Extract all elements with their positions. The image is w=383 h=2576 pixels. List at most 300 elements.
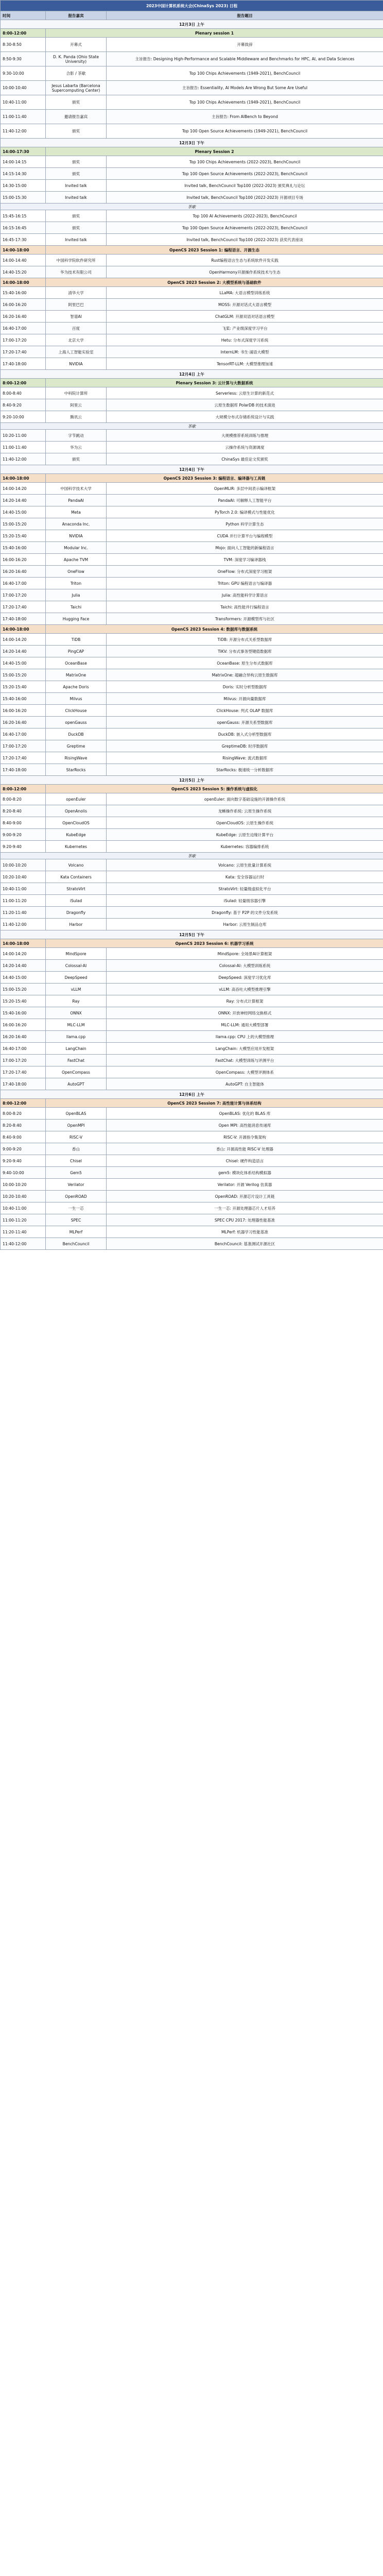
session-title: Plenary Session 3: 云计算与大数据系统 xyxy=(46,379,383,387)
talk-topic: OpenCompass: 大模型评测体系 xyxy=(107,1066,383,1078)
talk-row xyxy=(1,578,383,589)
talk-time: 17:00-17:20 xyxy=(1,1055,46,1066)
talk-topic: vLLM: 高吞吐大模型推理引擎 xyxy=(107,984,383,995)
talk-topic: RisingWave: 流式数据库 xyxy=(107,752,383,764)
talk-time: 17:20-17:40 xyxy=(1,752,46,764)
talk-row xyxy=(1,518,383,530)
talk-time: 15:40-16:00 xyxy=(1,693,46,705)
talk-speaker: MLC-LLM xyxy=(46,1019,107,1031)
talk-speaker: openGauss xyxy=(46,717,107,728)
talk-row xyxy=(1,793,383,805)
talk-time: 14:20-14:40 xyxy=(1,495,46,506)
talk-time: 11:00-11:40 xyxy=(1,110,46,124)
day-row xyxy=(1,20,383,29)
talk-speaker: OceanBase xyxy=(46,657,107,669)
talk-speaker: Dragonfly xyxy=(46,907,107,919)
schedule-body xyxy=(1,1,383,1250)
talk-time: 8:40-9:00 xyxy=(1,1131,46,1143)
talk-row xyxy=(1,530,383,542)
talk-time: 16:00-16:20 xyxy=(1,299,46,311)
session-time: 8:00-12:00 xyxy=(1,785,46,793)
talk-row xyxy=(1,657,383,669)
talk-row xyxy=(1,883,383,895)
talk-topic: 大规模推荐系统训练与推理 xyxy=(107,430,383,442)
talk-time: 17:40-18:00 xyxy=(1,358,46,370)
talk-speaker: LangChain xyxy=(46,1043,107,1055)
talk-speaker: ClickHouse xyxy=(46,705,107,717)
talk-topic: Invited talk, BenchCouncil Top100 (2022-2023) 获奖代表座谈 xyxy=(107,234,383,246)
talk-speaker: Taichi xyxy=(46,601,107,613)
talk-row xyxy=(1,387,383,399)
talk-row xyxy=(1,495,383,506)
day-row xyxy=(1,776,383,785)
talk-time: 11:40-12:00 xyxy=(1,1238,46,1250)
talk-time: 17:20-17:40 xyxy=(1,1066,46,1078)
talk-topic: PandaAI: 可解释人工智能平台 xyxy=(107,495,383,506)
session-title: OpenCS 2023 Session 3: 编程语言、编译器与工具链 xyxy=(46,474,383,483)
talk-time: 17:00-17:20 xyxy=(1,740,46,752)
talk-row xyxy=(1,346,383,358)
talk-speaker: StarRocks xyxy=(46,764,107,776)
talk-speaker: 华为云 xyxy=(46,442,107,453)
talk-row xyxy=(1,399,383,411)
talk-topic: Top 100 Chips Achievements (1949-2021), BenchCouncil xyxy=(107,95,383,110)
talk-topic: Ray: 分布式计算框架 xyxy=(107,995,383,1007)
talk-row xyxy=(1,669,383,681)
talk-speaker: 合影 / 茶歇 xyxy=(46,66,107,81)
talk-topic: RISC-V: 开源指令集架构 xyxy=(107,1131,383,1143)
talk-topic: ONNX: 开放神经网络交换格式 xyxy=(107,1007,383,1019)
session-row xyxy=(1,1099,383,1108)
talk-row xyxy=(1,1155,383,1167)
talk-row xyxy=(1,311,383,323)
talk-speaker: Modular Inc. xyxy=(46,542,107,554)
talk-time: 15:00-15:20 xyxy=(1,984,46,995)
talk-topic: Hetu: 分布式深度学习系统 xyxy=(107,334,383,346)
talk-speaker: Invited talk xyxy=(46,192,107,204)
talk-time: 16:40-17:00 xyxy=(1,728,46,740)
talk-time: 10:20-10:40 xyxy=(1,871,46,883)
talk-topic: BenchCouncil: 基准测试开源社区 xyxy=(107,1238,383,1250)
talk-topic: DeepSpeed: 深度学习优化库 xyxy=(107,972,383,984)
talk-speaker: 颁奖 xyxy=(46,156,107,168)
break-row xyxy=(1,204,383,210)
talk-row xyxy=(1,411,383,423)
talk-time: 10:20-11:00 xyxy=(1,430,46,442)
talk-row xyxy=(1,323,383,334)
talk-speaker: vLLM xyxy=(46,984,107,995)
talk-time: 14:00-14:20 xyxy=(1,634,46,646)
talk-time: 16:00-16:20 xyxy=(1,554,46,566)
talk-row xyxy=(1,234,383,246)
talk-time: 11:00-11:20 xyxy=(1,895,46,907)
talk-speaker: Milvus xyxy=(46,693,107,705)
talk-topic: Rust编程语言生态与系统软件开发实践 xyxy=(107,255,383,266)
talk-row xyxy=(1,483,383,495)
talk-topic: 飞桨: 产业级深度学习平台 xyxy=(107,323,383,334)
talk-time: 16:40-17:00 xyxy=(1,578,46,589)
day-row xyxy=(1,370,383,379)
talk-speaker: DeepSpeed xyxy=(46,972,107,984)
talk-topic: 主旨报告: Designing High-Performance and Scalable Middleware and Benchmarks for HPC, AI, and Data Sciences xyxy=(107,52,383,66)
talk-time: 10:00-10:20 xyxy=(1,1179,46,1191)
day-row xyxy=(1,139,383,147)
talk-row xyxy=(1,984,383,995)
talk-topic: 龙蜥操作系统: 云原生操作系统 xyxy=(107,805,383,817)
talk-topic: TiKV: 分布式事务型键值数据库 xyxy=(107,646,383,657)
talk-time: 11:00-11:40 xyxy=(1,442,46,453)
talk-time: 17:40-18:00 xyxy=(1,764,46,776)
talk-row xyxy=(1,1066,383,1078)
talk-topic: LLaMA: 大语言模型训练系统 xyxy=(107,287,383,299)
header-speaker: 报告嘉宾 xyxy=(46,11,107,20)
session-time: 8:00-12:00 xyxy=(1,379,46,387)
session-time: 14:00-18:00 xyxy=(1,625,46,634)
talk-speaker: 颁奖 xyxy=(46,95,107,110)
talk-time: 14:15-14:30 xyxy=(1,168,46,180)
talk-speaker: FastChat xyxy=(46,1055,107,1066)
talk-time: 8:30-8:50 xyxy=(1,38,46,52)
talk-topic: Kata: 安全容器运行时 xyxy=(107,871,383,883)
talk-row xyxy=(1,1143,383,1155)
talk-row xyxy=(1,430,383,442)
talk-speaker: 颁奖 xyxy=(46,124,107,139)
talk-topic: Top 100 AI Achievements (2022-2023), BenchCouncil xyxy=(107,210,383,222)
talk-row xyxy=(1,1108,383,1120)
talk-speaker: 清华大学 xyxy=(46,287,107,299)
talk-speaker: Greptime xyxy=(46,740,107,752)
day-label: 12月4日 上午 xyxy=(1,370,383,379)
schedule-table xyxy=(0,0,383,1250)
talk-topic: MLC-LLM: 通用大模型部署 xyxy=(107,1019,383,1031)
talk-topic: Harbor: 云原生制品仓库 xyxy=(107,919,383,930)
talk-time: 14:30-15:00 xyxy=(1,180,46,192)
talk-row xyxy=(1,871,383,883)
talk-speaker: DuckDB xyxy=(46,728,107,740)
talk-speaker: RISC-V xyxy=(46,1131,107,1143)
talk-topic: ChatGLM: 开源双语对话语言模型 xyxy=(107,311,383,323)
talk-time: 14:20-14:40 xyxy=(1,646,46,657)
talk-time: 14:20-14:40 xyxy=(1,960,46,972)
talk-time: 11:40-12:00 xyxy=(1,453,46,465)
talk-topic: llama.cpp: CPU 上的大模型推理 xyxy=(107,1031,383,1043)
talk-row xyxy=(1,646,383,657)
talk-topic: Doris: 实时分析型数据库 xyxy=(107,681,383,693)
talk-speaker: llama.cpp xyxy=(46,1031,107,1043)
talk-time: 16:20-16:40 xyxy=(1,717,46,728)
talk-row xyxy=(1,1043,383,1055)
talk-row xyxy=(1,566,383,578)
talk-speaker: Jesus Labarta (Barcelona Supercomputing Center) xyxy=(46,81,107,95)
talk-row xyxy=(1,1031,383,1043)
day-label: 12月3日 下午 xyxy=(1,139,383,147)
talk-topic: Top 100 Chips Achievements (2022-2023), BenchCouncil xyxy=(107,156,383,168)
talk-time: 14:00-14:20 xyxy=(1,483,46,495)
talk-time: 9:00-9:20 xyxy=(1,1143,46,1155)
talk-speaker: MindSpore xyxy=(46,948,107,960)
session-row xyxy=(1,785,383,793)
session-title: OpenCS 2023 Session 2: 大模型系统与基础软件 xyxy=(46,278,383,287)
session-row xyxy=(1,379,383,387)
talk-topic: GreptimeDB: 时序数据库 xyxy=(107,740,383,752)
session-row xyxy=(1,939,383,948)
talk-row xyxy=(1,110,383,124)
talk-speaker: 上海人工智能实验室 xyxy=(46,346,107,358)
talk-topic: Top 100 Open Source Achievements (2022-2023), BenchCouncil xyxy=(107,222,383,234)
talk-time: 10:00-10:20 xyxy=(1,859,46,871)
session-row xyxy=(1,625,383,634)
talk-row xyxy=(1,66,383,81)
break-label: 茶歇 xyxy=(1,853,383,859)
talk-time: 14:40-15:00 xyxy=(1,972,46,984)
page-title: 2023中国计算机系统大会(ChinaSys 2023) 日程 xyxy=(1,1,383,11)
talk-row xyxy=(1,995,383,1007)
talk-topic: TVM: 深度学习编译器栈 xyxy=(107,554,383,566)
talk-speaker: RisingWave xyxy=(46,752,107,764)
session-title: Plenary session 1 xyxy=(46,29,383,38)
talk-topic: Open MPI: 高性能消息传递库 xyxy=(107,1120,383,1131)
talk-topic: 主旨报告: Essentiality, AI Models Are Wrong But Some Are Useful xyxy=(107,81,383,95)
talk-row xyxy=(1,255,383,266)
day-label: 12月5日 下午 xyxy=(1,930,383,939)
talk-time: 15:40-16:00 xyxy=(1,287,46,299)
talk-speaker: 一生一芯 xyxy=(46,1202,107,1214)
talk-topic: 一生一芯: 开源处理器芯片人才培养 xyxy=(107,1202,383,1214)
header-topic: 报告题目 xyxy=(107,11,383,20)
talk-speaker: D. K. Panda (Ohio State University) xyxy=(46,52,107,66)
talk-row xyxy=(1,180,383,192)
talk-time: 8:40-9:00 xyxy=(1,817,46,829)
talk-speaker: BenchCouncil xyxy=(46,1238,107,1250)
session-title: OpenCS 2023 Session 7: 高性能计算与体系结构 xyxy=(46,1099,383,1108)
break-label: 茶歇 xyxy=(1,423,383,430)
talk-speaker: 中国科学院软件研究所 xyxy=(46,255,107,266)
talk-topic: openEuler: 面向数字基础设施的开源操作系统 xyxy=(107,793,383,805)
talk-time: 16:45-17:30 xyxy=(1,234,46,246)
day-label: 12月6日 上午 xyxy=(1,1090,383,1099)
talk-speaker: TiDB xyxy=(46,634,107,646)
talk-topic: OpenROAD: 开源芯片设计工具链 xyxy=(107,1191,383,1202)
talk-topic: Verilator: 开源 Verilog 仿真器 xyxy=(107,1179,383,1191)
talk-speaker: 颁奖 xyxy=(46,210,107,222)
talk-topic: Serverless: 云原生计算的新范式 xyxy=(107,387,383,399)
talk-row xyxy=(1,1226,383,1238)
talk-row xyxy=(1,299,383,311)
talk-speaker: Gem5 xyxy=(46,1167,107,1179)
session-title: Plenary Session 2 xyxy=(46,147,383,156)
talk-row xyxy=(1,805,383,817)
talk-speaker: Verilator xyxy=(46,1179,107,1191)
talk-row xyxy=(1,705,383,717)
talk-speaker: PandaAI xyxy=(46,495,107,506)
talk-speaker: iSulad xyxy=(46,895,107,907)
talk-time: 11:40-12:00 xyxy=(1,124,46,139)
talk-speaker: MLPerf xyxy=(46,1226,107,1238)
talk-row xyxy=(1,1120,383,1131)
talk-speaker: NVIDIA xyxy=(46,358,107,370)
talk-time: 17:40-18:00 xyxy=(1,1078,46,1090)
talk-topic: Volcano: 云原生批量计算系统 xyxy=(107,859,383,871)
talk-time: 16:40-17:00 xyxy=(1,323,46,334)
talk-topic: KubeEdge: 云原生边缘计算平台 xyxy=(107,829,383,841)
talk-row xyxy=(1,168,383,180)
talk-topic: Taichi: 高性能并行编程语言 xyxy=(107,601,383,613)
day-row xyxy=(1,930,383,939)
talk-row xyxy=(1,1214,383,1226)
session-time: 14:00-18:00 xyxy=(1,474,46,483)
talk-speaker: AutoGPT xyxy=(46,1078,107,1090)
talk-time: 8:50-9:30 xyxy=(1,52,46,66)
talk-topic: 香山: 开源高性能 RISC-V 处理器 xyxy=(107,1143,383,1155)
talk-topic: StarRocks: 极速统一分析数据库 xyxy=(107,764,383,776)
talk-topic: AutoGPT: 自主智能体 xyxy=(107,1078,383,1090)
talk-speaker: ONNX xyxy=(46,1007,107,1019)
title-row xyxy=(1,1,383,11)
talk-row xyxy=(1,1179,383,1191)
talk-speaker: 中国科学技术大学 xyxy=(46,483,107,495)
talk-topic: MatrixOne: 超融合异构云原生数据库 xyxy=(107,669,383,681)
talk-speaker: Anaconda Inc. xyxy=(46,518,107,530)
talk-topic: Top 100 Open Source Achievements (1949-2021), BenchCouncil xyxy=(107,124,383,139)
talk-speaker: Chisel xyxy=(46,1155,107,1167)
talk-speaker: Colossal-AI xyxy=(46,960,107,972)
talk-topic: FastChat: 大模型训练与评测平台 xyxy=(107,1055,383,1066)
talk-speaker: Volcano xyxy=(46,859,107,871)
talk-speaker: 字节跳动 xyxy=(46,430,107,442)
talk-topic: MindSpore: 全场景AI计算框架 xyxy=(107,948,383,960)
day-label: 12月3日 上午 xyxy=(1,20,383,29)
talk-topic: SPEC CPU 2017: 处理器性能基准 xyxy=(107,1214,383,1226)
talk-topic: DuckDB: 嵌入式分析型数据库 xyxy=(107,728,383,740)
talk-row xyxy=(1,542,383,554)
talk-topic: OceanBase: 原生分布式数据库 xyxy=(107,657,383,669)
talk-row xyxy=(1,829,383,841)
talk-row xyxy=(1,907,383,919)
talk-row xyxy=(1,506,383,518)
talk-time: 16:20-16:40 xyxy=(1,311,46,323)
talk-topic: Top 100 Open Source Achievements (2022-2023), BenchCouncil xyxy=(107,168,383,180)
talk-row xyxy=(1,1131,383,1143)
talk-row xyxy=(1,764,383,776)
talk-row xyxy=(1,634,383,646)
talk-time: 15:20-15:40 xyxy=(1,681,46,693)
talk-topic: iSulad: 轻量级容器引擎 xyxy=(107,895,383,907)
talk-topic: Julia: 高性能科学计算语言 xyxy=(107,589,383,601)
talk-time: 10:40-11:00 xyxy=(1,95,46,110)
talk-speaker: openEuler xyxy=(46,793,107,805)
talk-speaker: Ray xyxy=(46,995,107,1007)
talk-topic: TensorRT-LLM: 大模型推理加速 xyxy=(107,358,383,370)
day-label: 12月5日 上午 xyxy=(1,776,383,785)
talk-time: 16:00-16:20 xyxy=(1,705,46,717)
talk-speaker: OpenMPI xyxy=(46,1120,107,1131)
talk-time: 9:40-10:00 xyxy=(1,1167,46,1179)
talk-topic: MLPerf: 机器学习性能基准 xyxy=(107,1226,383,1238)
talk-topic: OpenCloudOS: 云原生操作系统 xyxy=(107,817,383,829)
session-title: OpenCS 2023 Session 1: 编程语言、开源生态 xyxy=(46,246,383,255)
talk-row xyxy=(1,192,383,204)
talk-row xyxy=(1,589,383,601)
talk-speaker: Invited talk xyxy=(46,180,107,192)
talk-row xyxy=(1,601,383,613)
talk-time: 8:00-8:20 xyxy=(1,793,46,805)
talk-row xyxy=(1,287,383,299)
talk-topic: Milvus: 开源向量数据库 xyxy=(107,693,383,705)
talk-speaker: SPEC xyxy=(46,1214,107,1226)
session-time: 8:00-12:00 xyxy=(1,1099,46,1108)
talk-time: 14:40-15:00 xyxy=(1,506,46,518)
talk-speaker: 智谱AI xyxy=(46,311,107,323)
break-row xyxy=(1,853,383,859)
talk-topic: Python 科学计算生态 xyxy=(107,518,383,530)
talk-row xyxy=(1,841,383,853)
talk-speaker: OpenCompass xyxy=(46,1066,107,1078)
talk-time: 9:20-10:00 xyxy=(1,411,46,423)
talk-topic: Dragonfly: 基于 P2P 的文件分发系统 xyxy=(107,907,383,919)
talk-time: 8:00-8:40 xyxy=(1,387,46,399)
talk-topic: OpenMLIR: 多层中间表示编译框架 xyxy=(107,483,383,495)
talk-speaker: 香山 xyxy=(46,1143,107,1155)
talk-speaker: PingCAP xyxy=(46,646,107,657)
talk-time: 15:40-16:00 xyxy=(1,1007,46,1019)
talk-time: 17:20-17:40 xyxy=(1,601,46,613)
talk-topic: 云操作系统与资源调度 xyxy=(107,442,383,453)
talk-speaker: 华为技术有限公司 xyxy=(46,266,107,278)
talk-speaker: Apache TVM xyxy=(46,554,107,566)
talk-time: 14:40-15:20 xyxy=(1,266,46,278)
talk-time: 15:00-15:30 xyxy=(1,192,46,204)
talk-topic: gem5: 模块化体系结构模拟器 xyxy=(107,1167,383,1179)
talk-topic: InternLM: 书生·浦语大模型 xyxy=(107,346,383,358)
talk-topic: PyTorch 2.0: 编译模式与性能优化 xyxy=(107,506,383,518)
talk-row xyxy=(1,895,383,907)
talk-row xyxy=(1,919,383,930)
talk-time: 17:40-18:00 xyxy=(1,613,46,625)
talk-topic: 云原生数据库 PolarDB 的技术演进 xyxy=(107,399,383,411)
talk-row xyxy=(1,728,383,740)
talk-topic: OpenHarmony开源操作系统技术与生态 xyxy=(107,266,383,278)
talk-time: 15:45-16:15 xyxy=(1,210,46,222)
talk-topic: LangChain: 大模型应用开发框架 xyxy=(107,1043,383,1055)
talk-topic: 主旨报告: From AIBench to Beyond xyxy=(107,110,383,124)
talk-row xyxy=(1,358,383,370)
talk-speaker: Triton xyxy=(46,578,107,589)
talk-row xyxy=(1,1078,383,1090)
talk-topic: 大规模分布式存储系统设计与实践 xyxy=(107,411,383,423)
talk-topic: Mojo: 面向人工智能的新编程语言 xyxy=(107,542,383,554)
talk-time: 8:20-8:40 xyxy=(1,1120,46,1131)
session-title: OpenCS 2023 Session 6: 机器学习系统 xyxy=(46,939,383,948)
talk-row xyxy=(1,222,383,234)
day-label: 12月4日 下午 xyxy=(1,465,383,474)
talk-speaker: 邀请报告嘉宾 xyxy=(46,110,107,124)
talk-row xyxy=(1,960,383,972)
talk-row xyxy=(1,1202,383,1214)
talk-time: 14:00-14:20 xyxy=(1,948,46,960)
talk-speaker: OpenCloudOS xyxy=(46,817,107,829)
talk-speaker: Kubernetes xyxy=(46,841,107,853)
talk-topic: Invited talk, BenchCouncil Top100 (2022-2023) 开源项目专场 xyxy=(107,192,383,204)
talk-row xyxy=(1,817,383,829)
talk-row xyxy=(1,1191,383,1202)
talk-row xyxy=(1,693,383,705)
talk-topic: Chisel: 硬件构造语言 xyxy=(107,1155,383,1167)
talk-row xyxy=(1,1238,383,1250)
talk-speaker: 开幕式 xyxy=(46,38,107,52)
talk-time: 16:20-16:40 xyxy=(1,566,46,578)
session-row xyxy=(1,147,383,156)
talk-time: 10:40-11:00 xyxy=(1,883,46,895)
